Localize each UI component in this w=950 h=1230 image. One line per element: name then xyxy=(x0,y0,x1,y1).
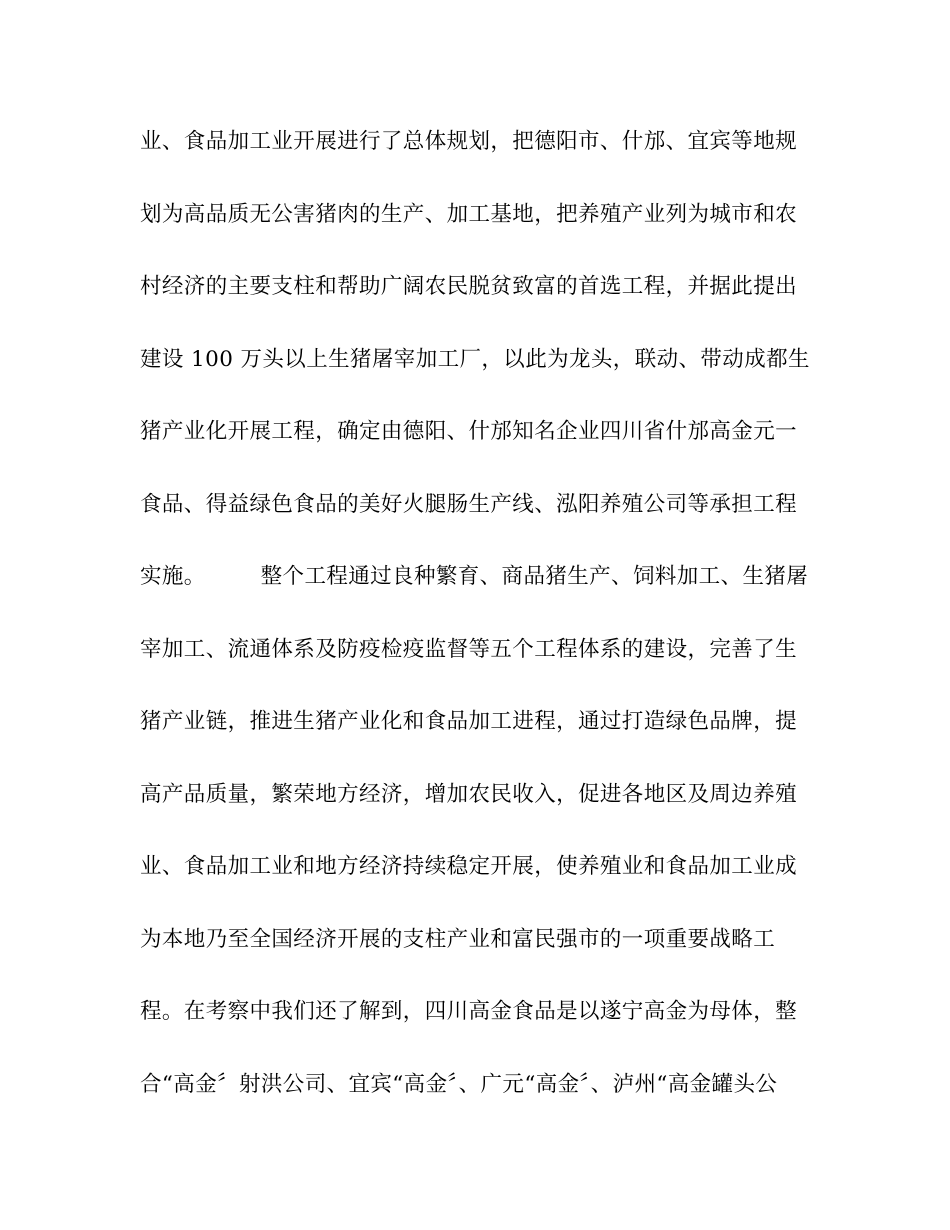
text-line-10: 高产品质量，繁荣地方经济，增加农民收入，促进各地区及周边养殖 xyxy=(140,781,798,807)
text-line-14: 合“高金〞射洪公司、宜宾“高金〞、广元“高金〞、泸州“高金罐头公 xyxy=(140,1071,778,1097)
body-text xyxy=(140,120,820,1135)
text-line-5: 猪产业化开展工程，确定由德阳、什邡知名企业四川省什邡高金元一 xyxy=(140,419,798,444)
text-line-3: 村经济的主要支柱和帮助广阔农民脱贫致富的首选工程，并据此提出 xyxy=(140,274,798,299)
text-line-11: 业、食品加工业和地方经济持续稳定开展，使养殖业和食品加工业成 xyxy=(140,854,798,879)
text-line-1: 业、食品加工业开展进行了总体规划，把德阳市、什邡、宜宾等地规 xyxy=(140,129,798,154)
text-line-2: 划为高品质无公害猪肉的生产、加工基地，把养殖产业列为城市和农 xyxy=(140,201,798,227)
text-line-9: 猪产业链，推进生猪产业化和食品加工进程，通过打造绿色品牌，提 xyxy=(140,709,798,734)
text-line-7: 实施。 整个工程通过良种繁育、商品猪生产、饲料加工、生猪屠 xyxy=(140,564,809,589)
text-line-6: 食品、得益绿色食品的美好火腿肠生产线、泓阳养殖公司等承担工程 xyxy=(140,491,798,517)
text-line-13: 程。在考察中我们还了解到，四川高金食品是以遂宁高金为母体，整 xyxy=(140,999,798,1024)
text-line-12: 为本地乃至全国经济开展的支柱产业和富民强市的一项重要战略工 xyxy=(140,926,776,952)
text-line-8: 宰加工、流通体系及防疫检疫监督等五个工程体系的建设，完善了生 xyxy=(140,636,798,662)
text-line-4: 建设 100 万头以上生猪屠宰加工厂，以此为龙头，联动、带动成都生 xyxy=(140,346,810,372)
